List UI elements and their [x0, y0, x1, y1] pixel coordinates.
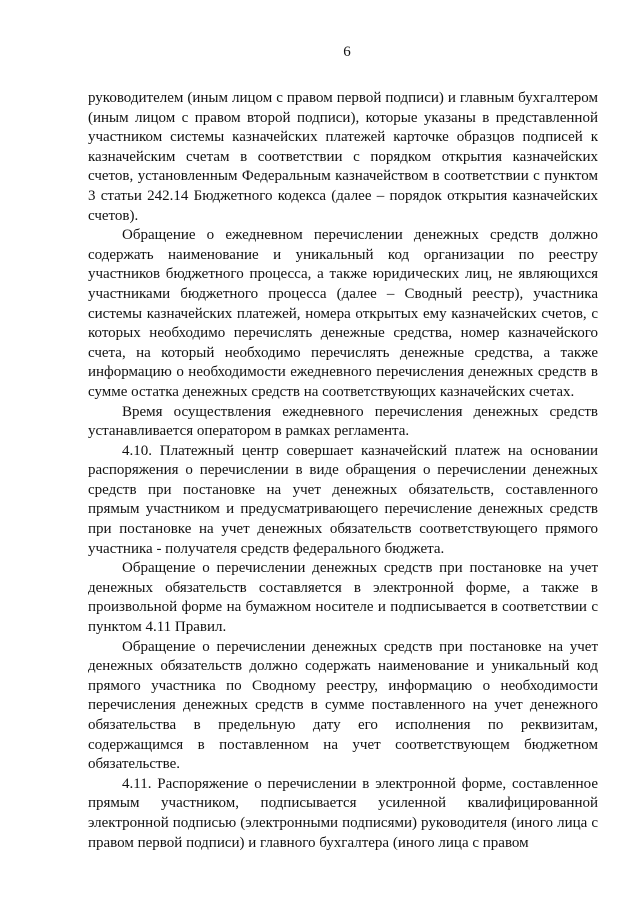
document-body: [88, 89, 598, 853]
paragraph-4: 4.10. Платежный центр совершает казначейский платеж на основании распоряжения о перечислении в виде обращения о перечислении денежных средств при постановке на учет денежных обязательств, составленного прямым участником и предусматривающего перечисление денежных средств при постановке на учет денежных обязательств соответствующего прямого участника - получателя средств федерального бюджета.: [88, 442, 598, 557]
paragraph-5: Обращение о перечислении денежных средств при постановке на учет денежных обязательств составляется в электронной форме, а также в произвольной форме на бумажном носителе и подписывается в соответствии с пунктом 4.11 Правил.: [88, 560, 598, 636]
page-number: 6: [343, 44, 351, 60]
paragraph-6: Обращение о перечислении денежных средств при постановке на учет денежных обязательств должно содержать наименование и уникальный код прямого участника по Сводному реестру, информацию о необходимости перечисления денежных средств в сумме поставленного на учет денежного обязательства в предельную дату его исполнения по реквизитам, содержащимся в поставленном на учет соответствующем бюджетном обязательстве.: [88, 638, 598, 773]
paragraph-1: руководителем (иным лицом с правом первой подписи) и главным бухгалтером (иным лицом с правом второй подписи), которые указаны в представленной участником системы казначейских платежей карточке образцов подписей к казначейским счетам в соответствии с порядком открытия казначейских счетов, установленным Федеральным казначейством в соответствии с пунктом 3 статьи 242.14 Бюджетного кодекса (далее – порядок открытия казначейских счетов).: [88, 90, 598, 224]
paragraph-7: 4.11. Распоряжение о перечислении в электронной форме, составленное прямым участником, подписывается усиленной квалифицированной электронной подписью (электронными подписями) руководителя (иного лица с правом первой подписи) и главного бухгалтера (иного лица с правом: [88, 775, 598, 851]
paragraph-2: Обращение о ежедневном перечислении денежных средств должно содержать наименование и уникальный код организации по реестру участников бюджетного процесса, а также юридических лиц, не являющихся участниками бюджетного процесса (далее – Сводный реестр), участника системы казначейских платежей, номера открытых ему казначейских счетов, с которых необходимо перечислять денежные средства, номер казначейского счета, на который необходимо перечислять денежные средства, а также информацию о необходимости ежедневного перечисления денежных средств в сумме остатка денежных средств на соответствующих казначейских счетах.: [88, 227, 598, 400]
paragraph-3: Время осуществления ежедневного перечисления денежных средств устанавливается оператором в рамках регламента.: [88, 403, 598, 440]
